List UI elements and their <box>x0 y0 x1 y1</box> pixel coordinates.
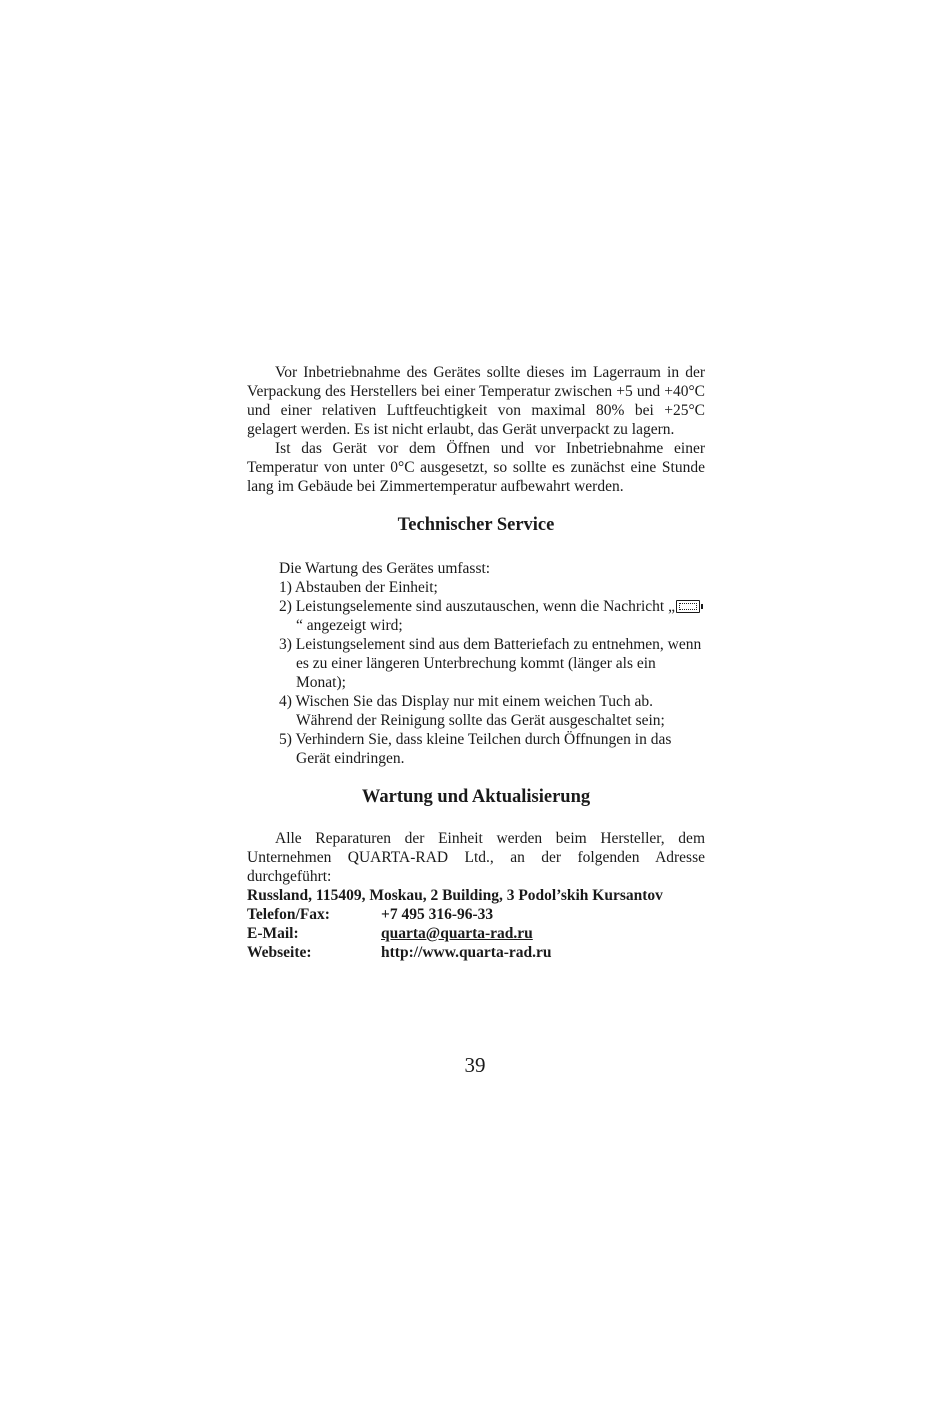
list-item: 5) Verhindern Sie, dass kleine Teilchen durch Öffnungen in das Gerät eindringen. <box>279 731 672 767</box>
website-label: Webseite: <box>247 944 312 961</box>
phone-row <box>247 905 705 924</box>
phone-value: +7 495 316-96-33 <box>381 906 494 923</box>
repair-paragraph: Alle Reparaturen der Einheit werden beim Hersteller, dem Unternehmen QUARTA-RAD Ltd., an der folgenden Adresse durchgeführt: <box>247 830 705 885</box>
battery-low-icon <box>676 600 700 613</box>
list-item-text: 2) Leistungselemente sind auszutauschen, wenn die Nachricht „ <box>279 598 675 615</box>
list-item: 3) Leistungselement sind aus dem Batteriefach zu entnehmen, wenn es zu einer längeren Unterbrechung kommt (länger als ein Monat); <box>279 636 702 691</box>
list-item <box>279 597 705 635</box>
page-content <box>247 363 705 962</box>
email-label: E-Mail: <box>247 925 299 942</box>
website-value: http://www.quarta-rad.ru <box>381 944 552 961</box>
technical-service-heading: Technischer Service <box>397 515 555 535</box>
storage-paragraph: Vor Inbetriebnahme des Gerätes sollte dieses im Lagerraum in der Verpackung des Herstellers bei einer Temperatur zwischen +5 und +40°C und einer relativen Luftfeuchtigkeit von maximal 80% bei +25°C gelagert werden. Es ist nicht erlaubt, das Gerät unverpackt zu lagern. <box>247 364 705 438</box>
address: Russland, 115409, Moskau, 2 Building, 3 Podol’skih Kursantov <box>247 887 663 904</box>
page-number: 39 <box>464 1053 486 1077</box>
maintenance-list <box>247 559 705 768</box>
list-item: 1) Abstauben der Einheit; <box>279 579 438 596</box>
maintenance-heading: Wartung und Aktualisierung <box>361 787 591 807</box>
website-row <box>247 943 705 962</box>
email-row <box>247 924 705 943</box>
list-item-text: “ angezeigt wird; <box>296 617 403 634</box>
list-item: 4) Wischen Sie das Display nur mit einem weichen Tuch ab. Während der Reinigung sollte das Gerät ausgeschaltet sein; <box>279 693 665 729</box>
temperature-paragraph: Ist das Gerät vor dem Öffnen und vor Inbetriebnahme einer Temperatur von unter 0°C ausgesetzt, so sollte es zunächst eine Stunde lang im Gebäude bei Zimmertemperatur aufbewahrt werden. <box>247 440 705 495</box>
email-link[interactable]: quarta@quarta-rad.ru <box>381 925 533 942</box>
list-intro: Die Wartung des Gerätes umfasst: <box>279 560 491 577</box>
phone-label: Telefon/Fax: <box>247 906 330 923</box>
